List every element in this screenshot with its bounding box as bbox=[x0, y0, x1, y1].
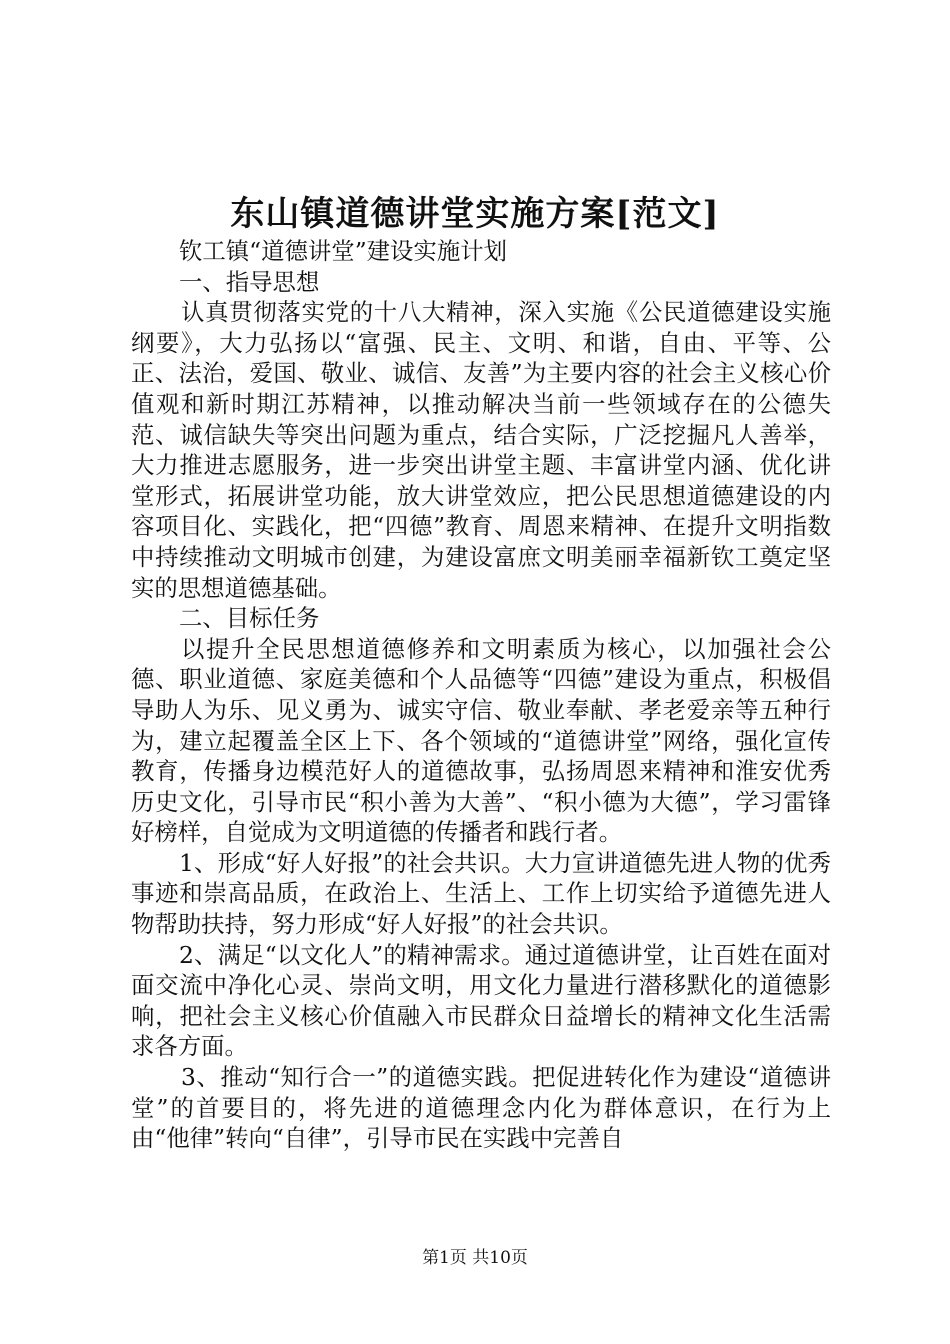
document-body bbox=[131, 236, 831, 1154]
section-heading-1: 一、指导思想 bbox=[179, 267, 320, 296]
body-paragraph: 认真贯彻落实党的十八大精神，深入实施《公民道德建设实施纲要》，大力弘扬以“富强、民主、文明、和谐，自由、平等、公正、法治，爱国、敬业、诚信、友善”为主要内容的社会主义核心价值观和新时期江苏精神，以推动解决当前一些领域存在的公德失范、诚信缺失等突出问题为重点，结合实际，广泛挖掘凡人善举，大力推进志愿服务，进一步突出讲堂主题、丰富讲堂内涵、优化讲堂形式，拓展讲堂功能，放大讲堂效应，把公民思想道德建设的内容项目化、实践化，把“四德”教育、周恩来精神、在提升文明指数中持续推动文明城市创建，为建设富庶文明美丽幸福新钦工奠定坚实的思想道德基础。 bbox=[131, 298, 831, 602]
section-heading-2: 二、目标任务 bbox=[179, 604, 320, 633]
list-item-1: 1、形成“好人好报”的社会共识。大力宣讲道德先进人物的优秀事迹和崇高品质，在政治上、生活上、工作上切实给予道德先进人物帮助扶持，努力形成“好人好报”的社会共识。 bbox=[131, 848, 831, 939]
body-paragraph: 以提升全民思想道德修养和文明素质为核心，以加强社会公德、职业道德、家庭美德和个人品德等“四德”建设为重点，积极倡导助人为乐、见义勇为、诚实守信、敬业奉献、孝老爱亲等五种行为，建立起覆盖全区上下、各个领域的“道德讲堂”网络，强化宣传教育，传播身边模范好人的道德故事，弘扬周恩来精神和淮安优秀历史文化，引导市民“积小善为大善”、“积小德为大德”，学习雷锋好榜样，自觉成为文明道德的传播者和践行者。 bbox=[131, 634, 831, 847]
list-item-2: 2、满足“以文化人”的精神需求。通过道德讲堂，让百姓在面对面交流中净化心灵、崇尚文明，用文化力量进行潜移默化的道德影响，把社会主义核心价值融入市民群众日益增长的精神文化生活需求各方面。 bbox=[131, 940, 831, 1061]
list-item-3: 3、推动“知行合一”的道德实践。把促进转化作为建设“道德讲堂”的首要目的，将先进的道德理念内化为群体意识，在行为上由“他律”转向“自律”，引导市民在实践中完善自 bbox=[131, 1063, 831, 1153]
subtitle-paragraph: 钦工镇“道德讲堂”建设实施计划 bbox=[179, 237, 507, 265]
page-number-footer: 第1页 共10页 bbox=[422, 1248, 528, 1268]
document-title: 东山镇道德讲堂实施方案[范文] bbox=[230, 194, 720, 234]
